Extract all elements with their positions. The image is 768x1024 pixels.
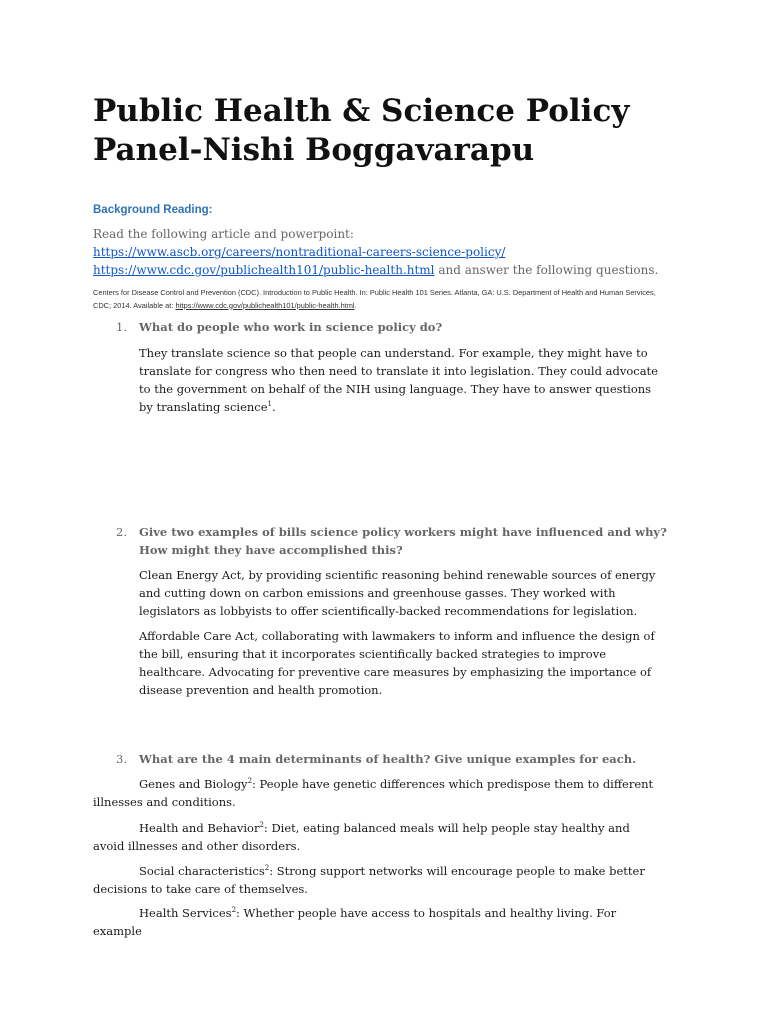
answer-text: They translate science so that people can understand. For example, they might have to translate for congress who then need to translate it into legislation. They could advocate to the government on behalf of the NIH using language. They have to answer questions by translating science bbox=[139, 346, 658, 414]
reading-intro: Read the following article and powerpoint: bbox=[93, 227, 354, 241]
determinant-label: Health Services bbox=[139, 906, 232, 920]
answer-end: . bbox=[272, 400, 276, 414]
question-text: What are the 4 main determinants of health? Give unique examples for each. bbox=[139, 752, 637, 766]
ascb-article-link[interactable]: https://www.ascb.org/careers/nontraditional-careers-science-policy/ bbox=[93, 245, 506, 259]
determinant-label: Social characteristics bbox=[139, 864, 265, 878]
reading-instructions bbox=[93, 225, 693, 279]
determinant-label: Health and Behavior bbox=[139, 821, 260, 835]
question-2 bbox=[93, 523, 673, 559]
page-title: Public Health & Science Policy Panel-Nishi Boggavarapu bbox=[93, 93, 630, 168]
citation-link[interactable]: https://www.cdc.gov/publichealth101/public-health.html bbox=[175, 300, 355, 310]
determinant-social-characteristics bbox=[93, 862, 659, 898]
determinant-text: : Strong support networks will encourage people to make better decisions to take care of themselves. bbox=[93, 864, 645, 896]
determinant-label: Genes and Biology bbox=[139, 777, 248, 791]
footnote-ref: 2 bbox=[247, 777, 253, 786]
question-text: What do people who work in science policy do? bbox=[139, 320, 443, 334]
reading-instructions-end: and answer the following questions. bbox=[434, 263, 659, 277]
answer-2-affordable-care: Affordable Care Act, collaborating with lawmakers to inform and influence the design of the bill, ensuring that it incorporates scientifically backed strategies to improve healthcare. Advocating for preventive care measures by emphasizing the importance of disease prevention and health promotion. bbox=[139, 629, 655, 697]
determinant-text: : Whether people have access to hospitals and healthy living. For example bbox=[93, 906, 617, 938]
footnote-ref: 2 bbox=[231, 906, 237, 915]
determinant-text: : Diet, eating balanced meals will help people stay healthy and avoid illnesses and other disorders. bbox=[93, 821, 630, 853]
citation-text: Centers for Disease Control and Prevention (CDC). Introduction to Public Health. In: Public Health 101 Series. Atlanta, GA: U.S. Department of Health and Human Services, CDC; 2014. Available at: bbox=[93, 288, 656, 310]
question-text: Give two examples of bills science policy workers might have influenced and why? How might they have accomplished this? bbox=[139, 525, 667, 557]
determinant-genes-biology bbox=[93, 775, 659, 811]
footnote-ref: 2 bbox=[259, 821, 264, 830]
question-number: 3. bbox=[116, 752, 127, 766]
cdc-powerpoint-link[interactable]: https://www.cdc.gov/publichealth101/public-health.html bbox=[93, 263, 435, 277]
question-1 bbox=[93, 318, 673, 336]
citation-end: . bbox=[354, 300, 357, 310]
footnote-ref: 1 bbox=[267, 400, 273, 409]
footnote-ref: 2 bbox=[264, 864, 270, 873]
question-number: 2. bbox=[116, 525, 127, 539]
question-3 bbox=[93, 750, 673, 768]
answer-1 bbox=[139, 344, 659, 416]
answer-2-clean-energy: Clean Energy Act, by providing scientific reasoning behind renewable sources of energy and cutting down on carbon emissions and greenhouse gasses. They worked with legislators as lobbyists to offer scientifically-backed recommendations for legislation. bbox=[139, 568, 656, 618]
determinant-text: : People have genetic differences which predispose them to different illnesses and conditions. bbox=[93, 777, 654, 809]
reference-citation bbox=[93, 287, 673, 312]
determinant-health-behavior bbox=[93, 819, 659, 855]
determinant-health-services bbox=[93, 904, 659, 940]
question-number: 1. bbox=[116, 320, 127, 334]
background-reading-heading: Background Reading: bbox=[93, 204, 213, 216]
